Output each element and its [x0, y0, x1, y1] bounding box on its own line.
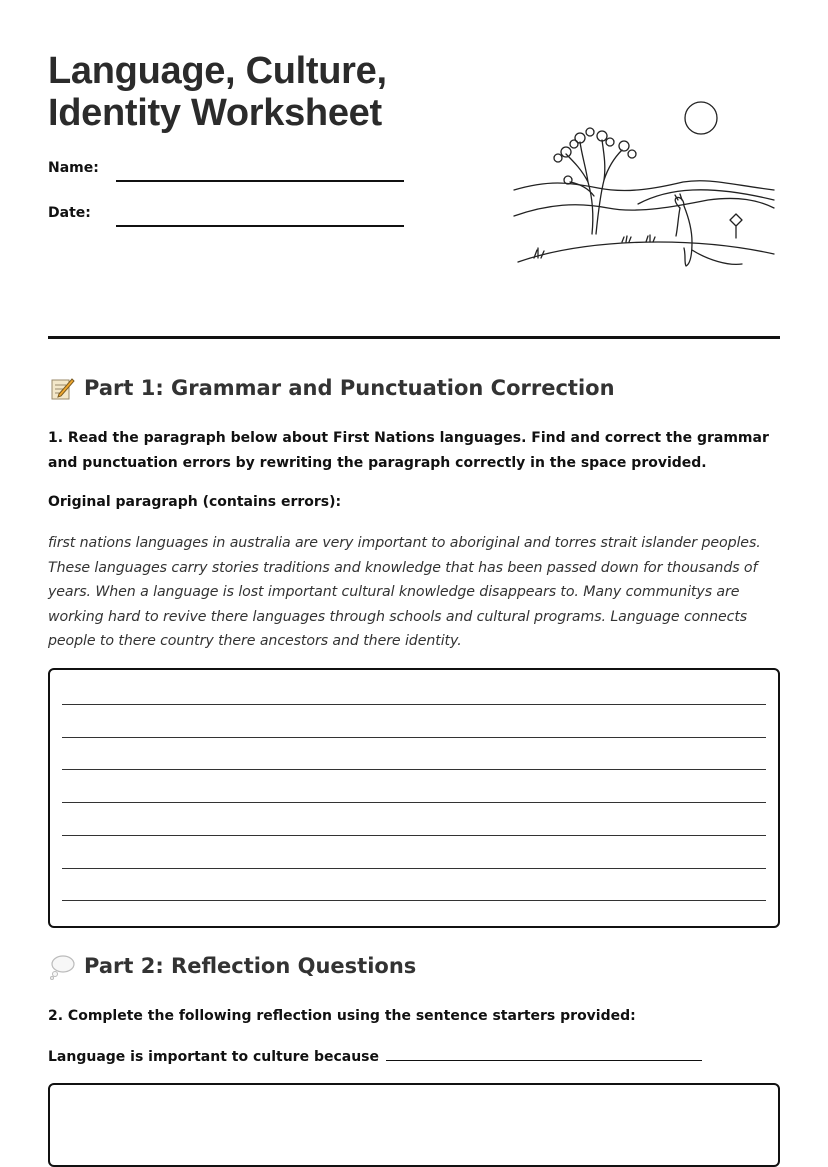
part1-heading: [48, 374, 615, 402]
sentence-starter: [48, 1046, 702, 1065]
section-divider: [48, 336, 780, 339]
name-label: Name:: [48, 160, 99, 176]
outback-illustration: [508, 96, 780, 284]
thought-bubble-icon: [48, 952, 76, 980]
reflection-answer-box[interactable]: [48, 1083, 780, 1167]
part2-heading: [48, 952, 416, 980]
worksheet-title: [48, 50, 387, 134]
memo-icon: [48, 374, 76, 402]
sentence-starter-blank[interactable]: [386, 1046, 702, 1061]
answer-line[interactable]: [62, 900, 766, 901]
title-line-2: Identity Worksheet: [48, 92, 382, 134]
sun-icon: [685, 102, 717, 134]
answer-line[interactable]: [62, 868, 766, 869]
date-label: Date:: [48, 205, 91, 221]
answer-line[interactable]: [62, 769, 766, 770]
sentence-starter-text: Language is important to culture because: [48, 1049, 380, 1065]
part2-heading-text: Part 2: Reflection Questions: [84, 954, 417, 978]
part1-instruction: 1. Read the paragraph below about First Nations languages. Find and correct the grammar and punctuation errors by rewriting the paragraph correctly in the space provided.: [48, 430, 769, 471]
rewrite-answer-box[interactable]: [48, 668, 780, 928]
answer-line[interactable]: [62, 802, 766, 803]
part2-instruction: 2. Complete the following reflection using the sentence starters provided:: [48, 1008, 636, 1024]
original-paragraph-label: Original paragraph (contains errors):: [48, 494, 342, 510]
date-field[interactable]: [116, 225, 404, 227]
original-paragraph: first nations languages in australia are very important to aboriginal and torres strait islander peoples. These languages carry stories traditions and knowledge that has been passed down for thousands of years. When a language is lost important cultural knowledge disappears to. Many communitys are working hard to revive there languages through schools and cultural programs. Language connects people to there country there ancestors and there identity.: [48, 535, 761, 650]
answer-line[interactable]: [62, 835, 766, 836]
name-field[interactable]: [116, 180, 404, 182]
part1-heading-text: Part 1: Grammar and Punctuation Correction: [84, 376, 615, 400]
title-line-1: Language, Culture,: [48, 50, 387, 92]
answer-line[interactable]: [62, 704, 766, 705]
answer-line[interactable]: [62, 737, 766, 738]
